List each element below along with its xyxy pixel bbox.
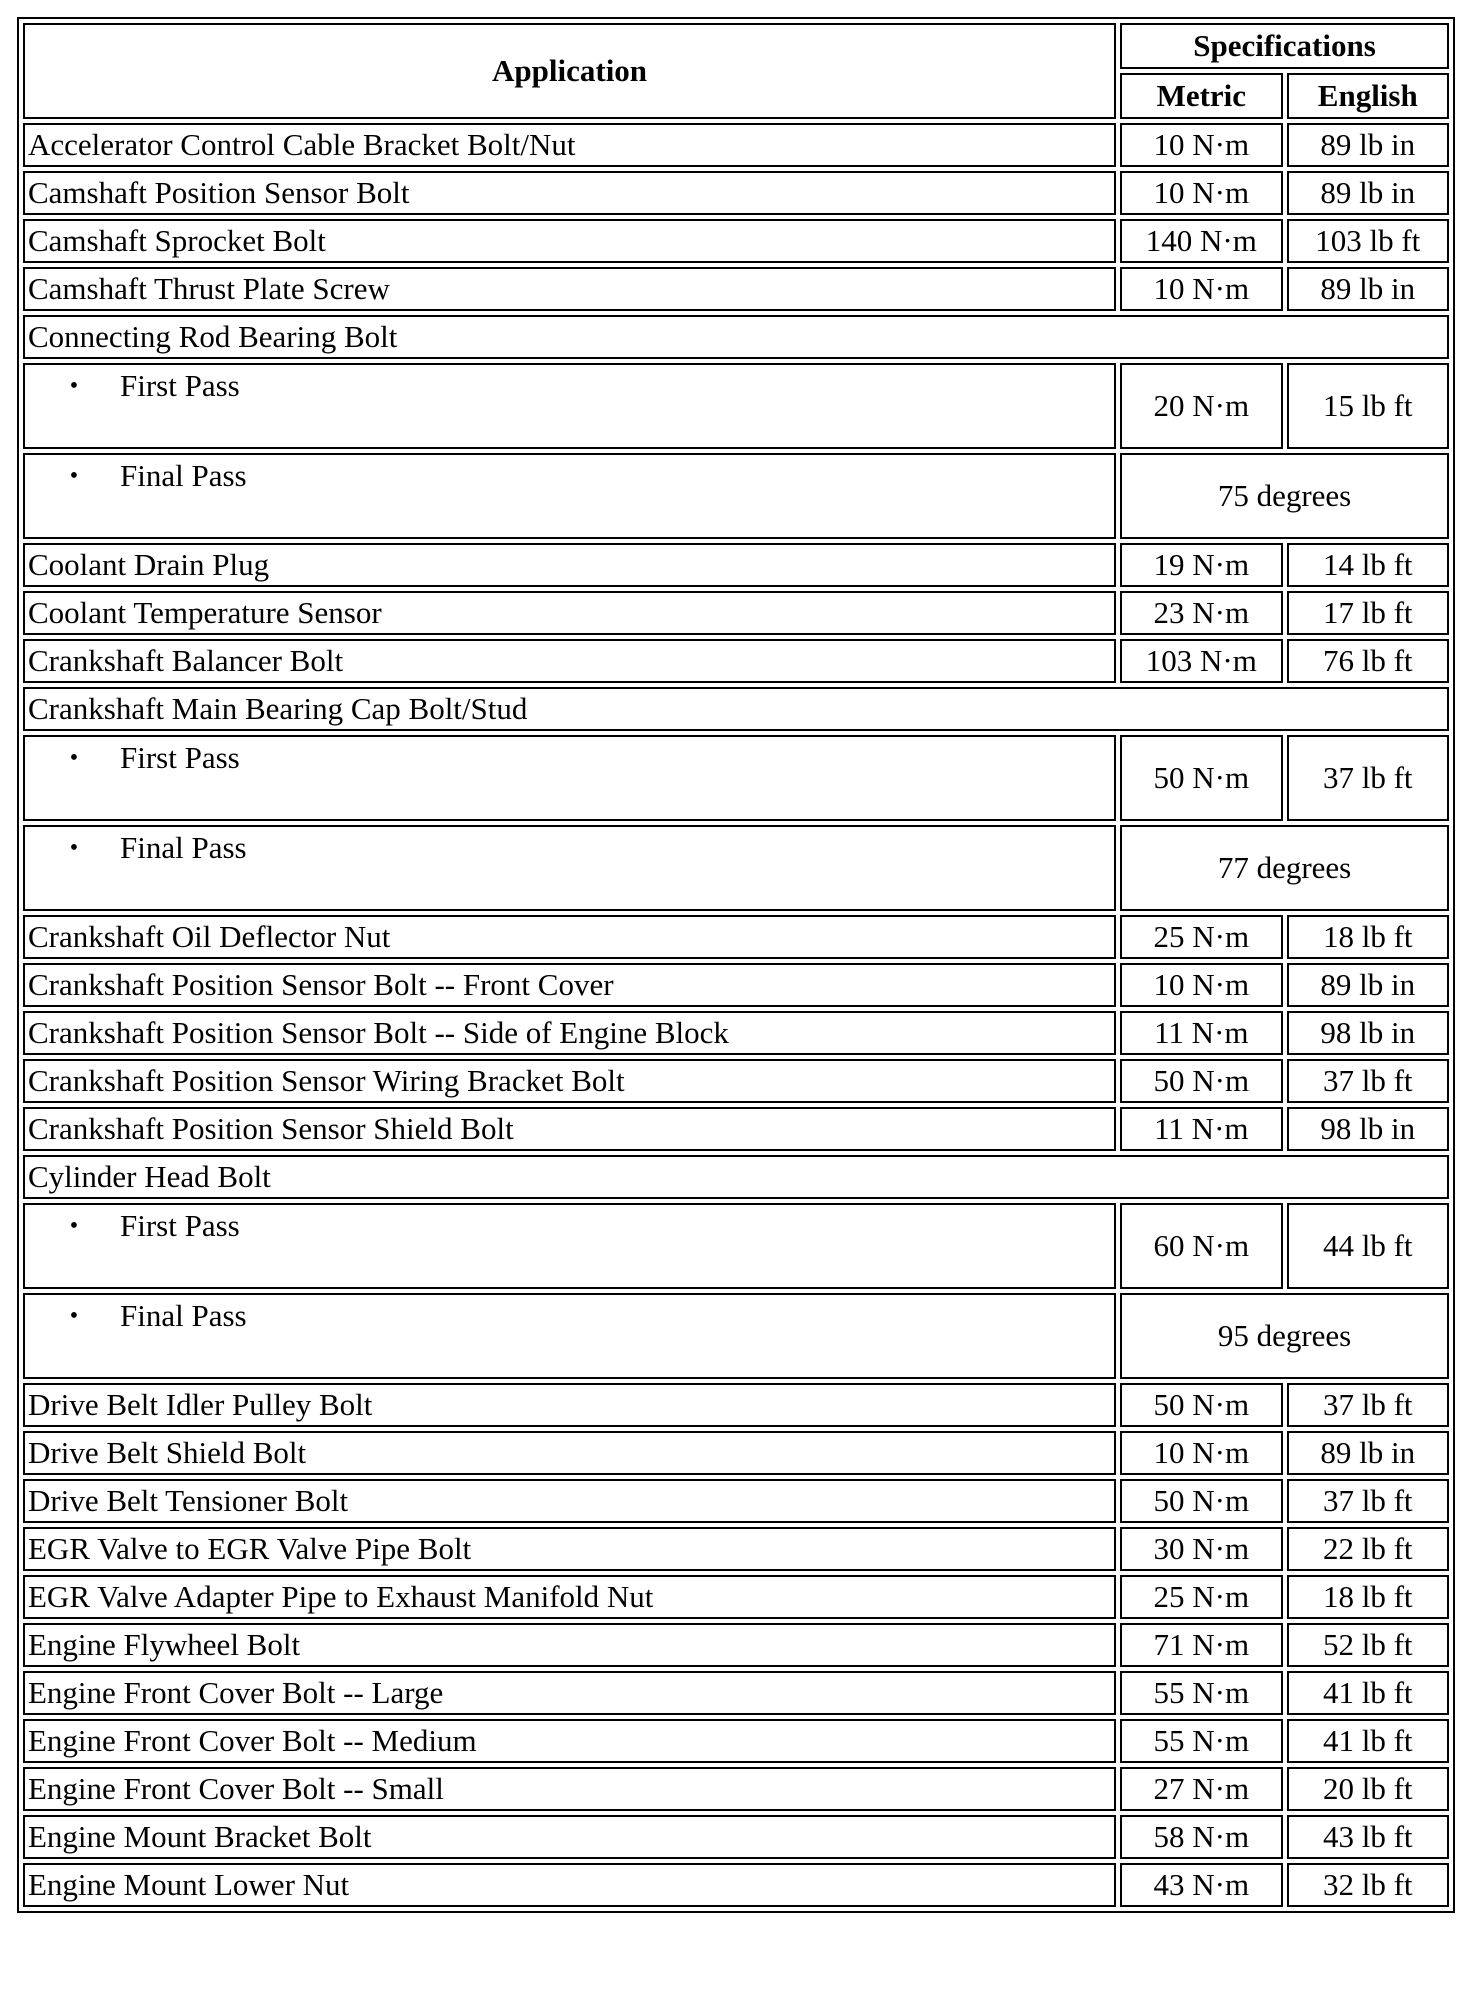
metric-cell: 43 N·m <box>1120 1863 1282 1907</box>
angle-cell: 95 degrees <box>1120 1293 1449 1379</box>
step-cell <box>23 735 1116 821</box>
application-cell: Camshaft Thrust Plate Screw <box>23 267 1116 311</box>
table-body <box>23 123 1449 1907</box>
table-row <box>23 1719 1449 1763</box>
header-application: Application <box>23 23 1116 119</box>
application-cell: Engine Mount Bracket Bolt <box>23 1815 1116 1859</box>
group-heading: Crankshaft Main Bearing Cap Bolt/Stud <box>23 687 1449 731</box>
english-cell: 44 lb ft <box>1287 1203 1449 1289</box>
application-cell: Drive Belt Idler Pulley Bolt <box>23 1383 1116 1427</box>
metric-cell: 50 N·m <box>1120 1059 1282 1103</box>
step-cell <box>23 825 1116 911</box>
application-cell: Camshaft Sprocket Bolt <box>23 219 1116 263</box>
table-row <box>23 1059 1449 1103</box>
bullet-icon: • <box>69 373 79 399</box>
step-label: Final Pass <box>120 458 247 493</box>
english-cell: 15 lb ft <box>1287 363 1449 449</box>
application-cell: Accelerator Control Cable Bracket Bolt/Nut <box>23 123 1116 167</box>
application-cell: Crankshaft Position Sensor Bolt -- Side of Engine Block <box>23 1011 1116 1055</box>
english-cell: 89 lb in <box>1287 1431 1449 1475</box>
english-cell: 41 lb ft <box>1287 1719 1449 1763</box>
english-cell: 76 lb ft <box>1287 639 1449 683</box>
metric-cell: 19 N·m <box>1120 543 1282 587</box>
metric-cell: 58 N·m <box>1120 1815 1282 1859</box>
english-cell: 41 lb ft <box>1287 1671 1449 1715</box>
bullet-icon: • <box>69 1213 79 1239</box>
bullet-icon: • <box>69 835 79 861</box>
metric-cell: 30 N·m <box>1120 1527 1282 1571</box>
header-specifications: Specifications <box>1120 23 1449 69</box>
step-cell <box>23 363 1116 449</box>
header-metric: Metric <box>1120 73 1282 119</box>
step-cell <box>23 453 1116 539</box>
metric-cell: 25 N·m <box>1120 915 1282 959</box>
application-cell: Coolant Drain Plug <box>23 543 1116 587</box>
table-row <box>23 267 1449 311</box>
metric-cell: 10 N·m <box>1120 1431 1282 1475</box>
english-cell: 89 lb in <box>1287 963 1449 1007</box>
table-row <box>23 1479 1449 1523</box>
english-cell: 37 lb ft <box>1287 1383 1449 1427</box>
application-cell: Drive Belt Tensioner Bolt <box>23 1479 1116 1523</box>
english-cell: 98 lb in <box>1287 1011 1449 1055</box>
bullet-icon: • <box>69 463 79 489</box>
application-cell: Engine Front Cover Bolt -- Small <box>23 1767 1116 1811</box>
application-cell: Engine Flywheel Bolt <box>23 1623 1116 1667</box>
english-cell: 89 lb in <box>1287 123 1449 167</box>
metric-cell: 10 N·m <box>1120 123 1282 167</box>
application-cell: EGR Valve to EGR Valve Pipe Bolt <box>23 1527 1116 1571</box>
english-cell: 18 lb ft <box>1287 915 1449 959</box>
metric-cell: 55 N·m <box>1120 1671 1282 1715</box>
angle-cell: 75 degrees <box>1120 453 1449 539</box>
table-row <box>23 591 1449 635</box>
step-label: First Pass <box>120 1208 240 1243</box>
english-cell: 89 lb in <box>1287 171 1449 215</box>
step-label: Final Pass <box>120 830 247 865</box>
metric-cell: 55 N·m <box>1120 1719 1282 1763</box>
metric-cell: 27 N·m <box>1120 1767 1282 1811</box>
angle-cell: 77 degrees <box>1120 825 1449 911</box>
application-cell: Engine Mount Lower Nut <box>23 1863 1116 1907</box>
table-row <box>23 1293 1449 1379</box>
table-row <box>23 543 1449 587</box>
application-cell: Crankshaft Position Sensor Bolt -- Front Cover <box>23 963 1116 1007</box>
application-cell: Crankshaft Position Sensor Wiring Bracket Bolt <box>23 1059 1116 1103</box>
english-cell: 43 lb ft <box>1287 1815 1449 1859</box>
header-row-top <box>23 23 1449 69</box>
application-cell: Coolant Temperature Sensor <box>23 591 1116 635</box>
step-cell <box>23 1203 1116 1289</box>
application-cell: Crankshaft Oil Deflector Nut <box>23 915 1116 959</box>
table-row <box>23 219 1449 263</box>
table-row <box>23 1203 1449 1289</box>
application-cell: Engine Front Cover Bolt -- Large <box>23 1671 1116 1715</box>
step-label: First Pass <box>120 740 240 775</box>
metric-cell: 50 N·m <box>1120 735 1282 821</box>
torque-spec-table <box>17 17 1455 1913</box>
metric-cell: 71 N·m <box>1120 1623 1282 1667</box>
table-row <box>23 1107 1449 1151</box>
table-row <box>23 1011 1449 1055</box>
metric-cell: 23 N·m <box>1120 591 1282 635</box>
application-cell: Crankshaft Balancer Bolt <box>23 639 1116 683</box>
metric-cell: 10 N·m <box>1120 171 1282 215</box>
english-cell: 14 lb ft <box>1287 543 1449 587</box>
metric-cell: 60 N·m <box>1120 1203 1282 1289</box>
metric-cell: 10 N·m <box>1120 963 1282 1007</box>
table-row <box>23 825 1449 911</box>
english-cell: 22 lb ft <box>1287 1527 1449 1571</box>
table-row <box>23 1431 1449 1475</box>
english-cell: 37 lb ft <box>1287 1479 1449 1523</box>
table-row <box>23 1383 1449 1427</box>
english-cell: 37 lb ft <box>1287 1059 1449 1103</box>
table-row <box>23 1863 1449 1907</box>
table-row <box>23 915 1449 959</box>
table-row <box>23 1527 1449 1571</box>
metric-cell: 50 N·m <box>1120 1383 1282 1427</box>
metric-cell: 10 N·m <box>1120 267 1282 311</box>
metric-cell: 25 N·m <box>1120 1575 1282 1619</box>
table-row <box>23 1767 1449 1811</box>
application-cell: Drive Belt Shield Bolt <box>23 1431 1116 1475</box>
english-cell: 18 lb ft <box>1287 1575 1449 1619</box>
application-cell: Engine Front Cover Bolt -- Medium <box>23 1719 1116 1763</box>
table-row <box>23 639 1449 683</box>
step-label: Final Pass <box>120 1298 247 1333</box>
table-row <box>23 735 1449 821</box>
english-cell: 17 lb ft <box>1287 591 1449 635</box>
english-cell: 32 lb ft <box>1287 1863 1449 1907</box>
table-row <box>23 1815 1449 1859</box>
table-row <box>23 687 1449 731</box>
application-cell: EGR Valve Adapter Pipe to Exhaust Manifold Nut <box>23 1575 1116 1619</box>
step-cell <box>23 1293 1116 1379</box>
metric-cell: 140 N·m <box>1120 219 1282 263</box>
group-heading: Connecting Rod Bearing Bolt <box>23 315 1449 359</box>
bullet-icon: • <box>69 1303 79 1329</box>
table-row <box>23 963 1449 1007</box>
bullet-icon: • <box>69 745 79 771</box>
header-english: English <box>1287 73 1449 119</box>
application-cell: Crankshaft Position Sensor Shield Bolt <box>23 1107 1116 1151</box>
step-label: First Pass <box>120 368 240 403</box>
table-row <box>23 123 1449 167</box>
english-cell: 52 lb ft <box>1287 1623 1449 1667</box>
table-row <box>23 315 1449 359</box>
table-row <box>23 363 1449 449</box>
table-row <box>23 453 1449 539</box>
application-cell: Camshaft Position Sensor Bolt <box>23 171 1116 215</box>
table-row <box>23 1575 1449 1619</box>
table-row <box>23 1155 1449 1199</box>
english-cell: 103 lb ft <box>1287 219 1449 263</box>
table-row <box>23 171 1449 215</box>
metric-cell: 50 N·m <box>1120 1479 1282 1523</box>
table-header <box>23 23 1449 119</box>
metric-cell: 11 N·m <box>1120 1011 1282 1055</box>
table-row <box>23 1671 1449 1715</box>
group-heading: Cylinder Head Bolt <box>23 1155 1449 1199</box>
metric-cell: 20 N·m <box>1120 363 1282 449</box>
english-cell: 37 lb ft <box>1287 735 1449 821</box>
table-row <box>23 1623 1449 1667</box>
metric-cell: 103 N·m <box>1120 639 1282 683</box>
english-cell: 98 lb in <box>1287 1107 1449 1151</box>
english-cell: 20 lb ft <box>1287 1767 1449 1811</box>
metric-cell: 11 N·m <box>1120 1107 1282 1151</box>
english-cell: 89 lb in <box>1287 267 1449 311</box>
